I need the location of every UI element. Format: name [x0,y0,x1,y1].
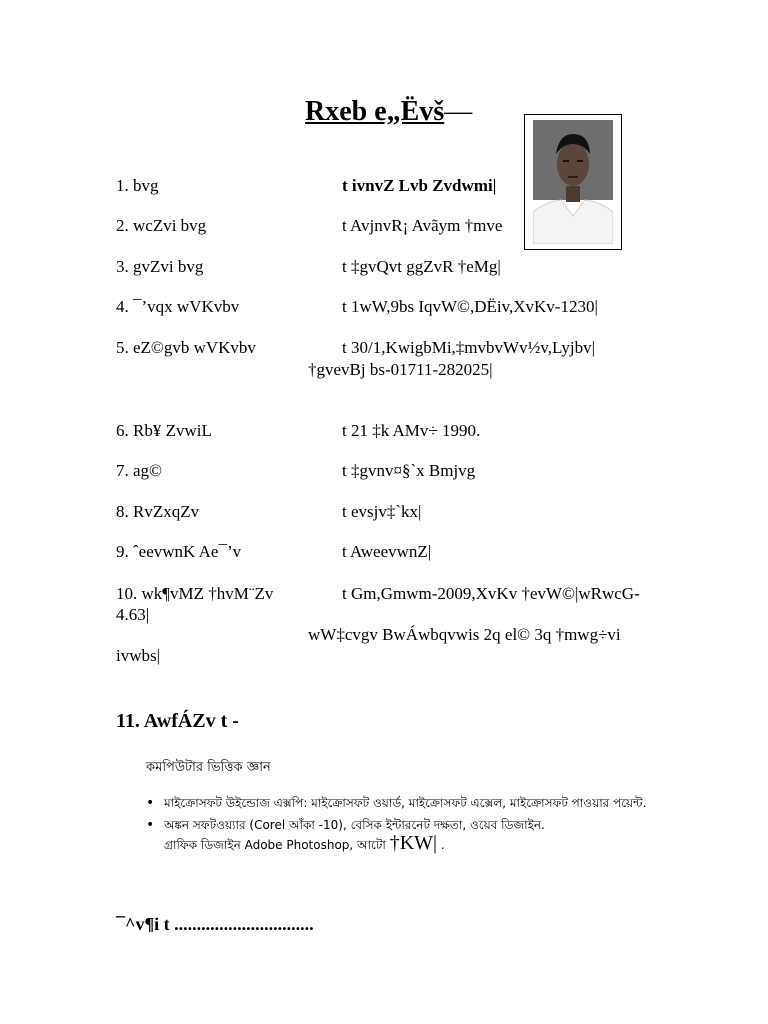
profile-photo [533,120,613,244]
birth-date-label: 6. Rb¥ ZvwiL [116,421,212,440]
profile-photo-frame [524,114,622,250]
father-name-value: t AvjnvR¡ Avãym †mve [342,216,503,235]
present-address-value: t 30/1,KwigbMi,‡mvbvWv½v,Lyjbv| [342,338,596,357]
permanent-address-label: 4. ¯’vqx wVKvbv [116,297,240,316]
signature-line: ¯^v¶i t ............................... [116,914,314,934]
graphic-design-kw: †KW| [389,832,438,854]
experience-heading: 11. AwfÁZv t - [116,710,239,732]
education-label: 10. wk¶vMZ †hvM¨Zv [116,584,274,603]
religion-label: 7. ag© [116,461,162,480]
mobile-number: †gvevBj bs-01711-282025| [308,360,493,379]
title-text: Rxeb e„Ëvš [305,96,445,127]
mother-name-value: t ‡gvQvt ggZvR †eMg| [342,257,501,276]
graphic-design-line [164,832,445,857]
list-item: • অঙ্কন সফটওয়্যার (Corel আঁকা -10), বেসিক ইন্টারনেট দক্ষতা, ওয়েব ডিজাইন. [146,814,646,836]
skills-list [146,792,646,836]
mother-name-label: 3. gvZvi bvg [116,257,204,276]
nationality-label: 8. RvZxqZv [116,502,200,521]
graphic-design-tail: . [437,838,445,852]
marital-status-label: 9. ˆeevwnK Ae¯’v [116,542,242,561]
birth-date-value: t 21 ‡k AMv÷ 1990. [342,421,481,440]
present-address-label: 5. eZ©gvb wVKvbv [116,338,256,357]
name-label: 1. bvg [116,176,159,195]
graphic-design-text: গ্রাফিক ডিজাইন Adobe Photoshop, আটো [164,838,386,852]
document-title [305,96,472,128]
education-diploma: wW‡cvgv BwÁwbqvwis 2q el© 3q †mwg÷vi [308,625,621,644]
religion-value: t ‡gvnv¤§`x Bmjvg [342,461,476,480]
education-gpa: 4.63| [116,605,150,624]
name-value: t ivnvZ Lvb Zvdwmi| [342,176,497,195]
education-diploma-end: ivwbs| [116,646,161,665]
nationality-value: t evsjv‡`kx| [342,502,422,521]
title-dash: — [444,96,473,127]
permanent-address-value: t 1wW,9bs IqvW©,DËiv,XvKv-1230| [342,297,598,316]
list-item: • মাইক্রোসফট উইন্ডোজ এক্সপি: মাইক্রোসফট ওয়ার্ড, মাইক্রোসফট এক্সেল, মাইক্রোসফট পাওয়ার পয়েন্ট. [146,792,646,814]
marital-status-value: t AweevwnZ| [342,542,432,561]
father-name-label: 2. wcZvi bvg [116,216,207,235]
education-value: t Gm,Gmwm-2009,XvKv †evW©|wRwcG- [342,584,640,603]
person-portrait-icon [533,120,613,244]
computer-skills-subheading: কমপিউটার ভিত্তিক জ্ঞান [146,760,271,775]
